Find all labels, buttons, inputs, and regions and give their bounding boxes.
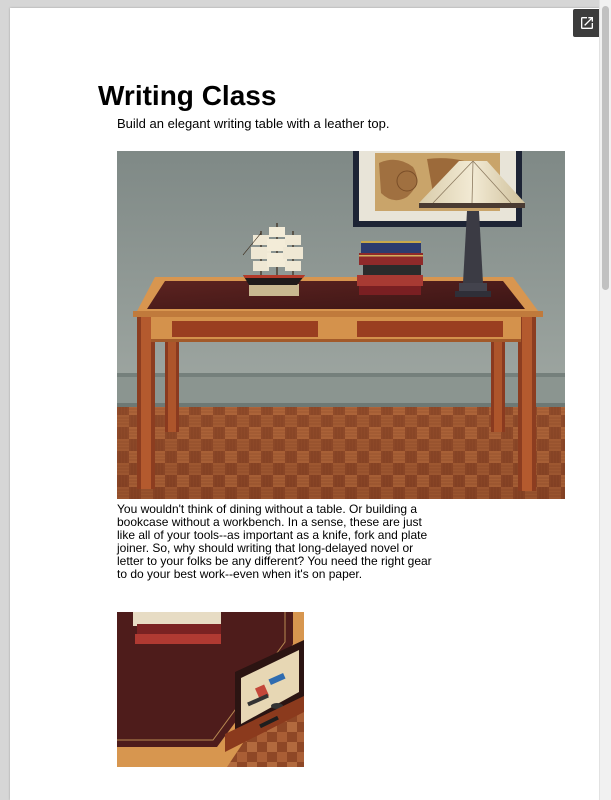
body-paragraph: You wouldn't think of dining without a table. Or building a bookcase without a workbench. In a sense, these are just like all of your tools--as important as a knife, fork and plate joiner. So, why should writing that long-delayed novel or letter to your folks be any different? You need the right gear to do your best work--even when it's on paper. (117, 502, 432, 581)
vertical-scrollbar[interactable] (599, 0, 611, 800)
open-in-new-window-icon (579, 15, 595, 31)
scrollbar-thumb[interactable] (602, 6, 609, 290)
open-in-new-window-button[interactable] (573, 9, 601, 37)
page-subtitle: Build an elegant writing table with a leather top. (117, 116, 390, 131)
page-title: Writing Class (98, 80, 277, 111)
drawer-detail-photo (117, 612, 304, 767)
writing-table-photo (117, 151, 565, 499)
